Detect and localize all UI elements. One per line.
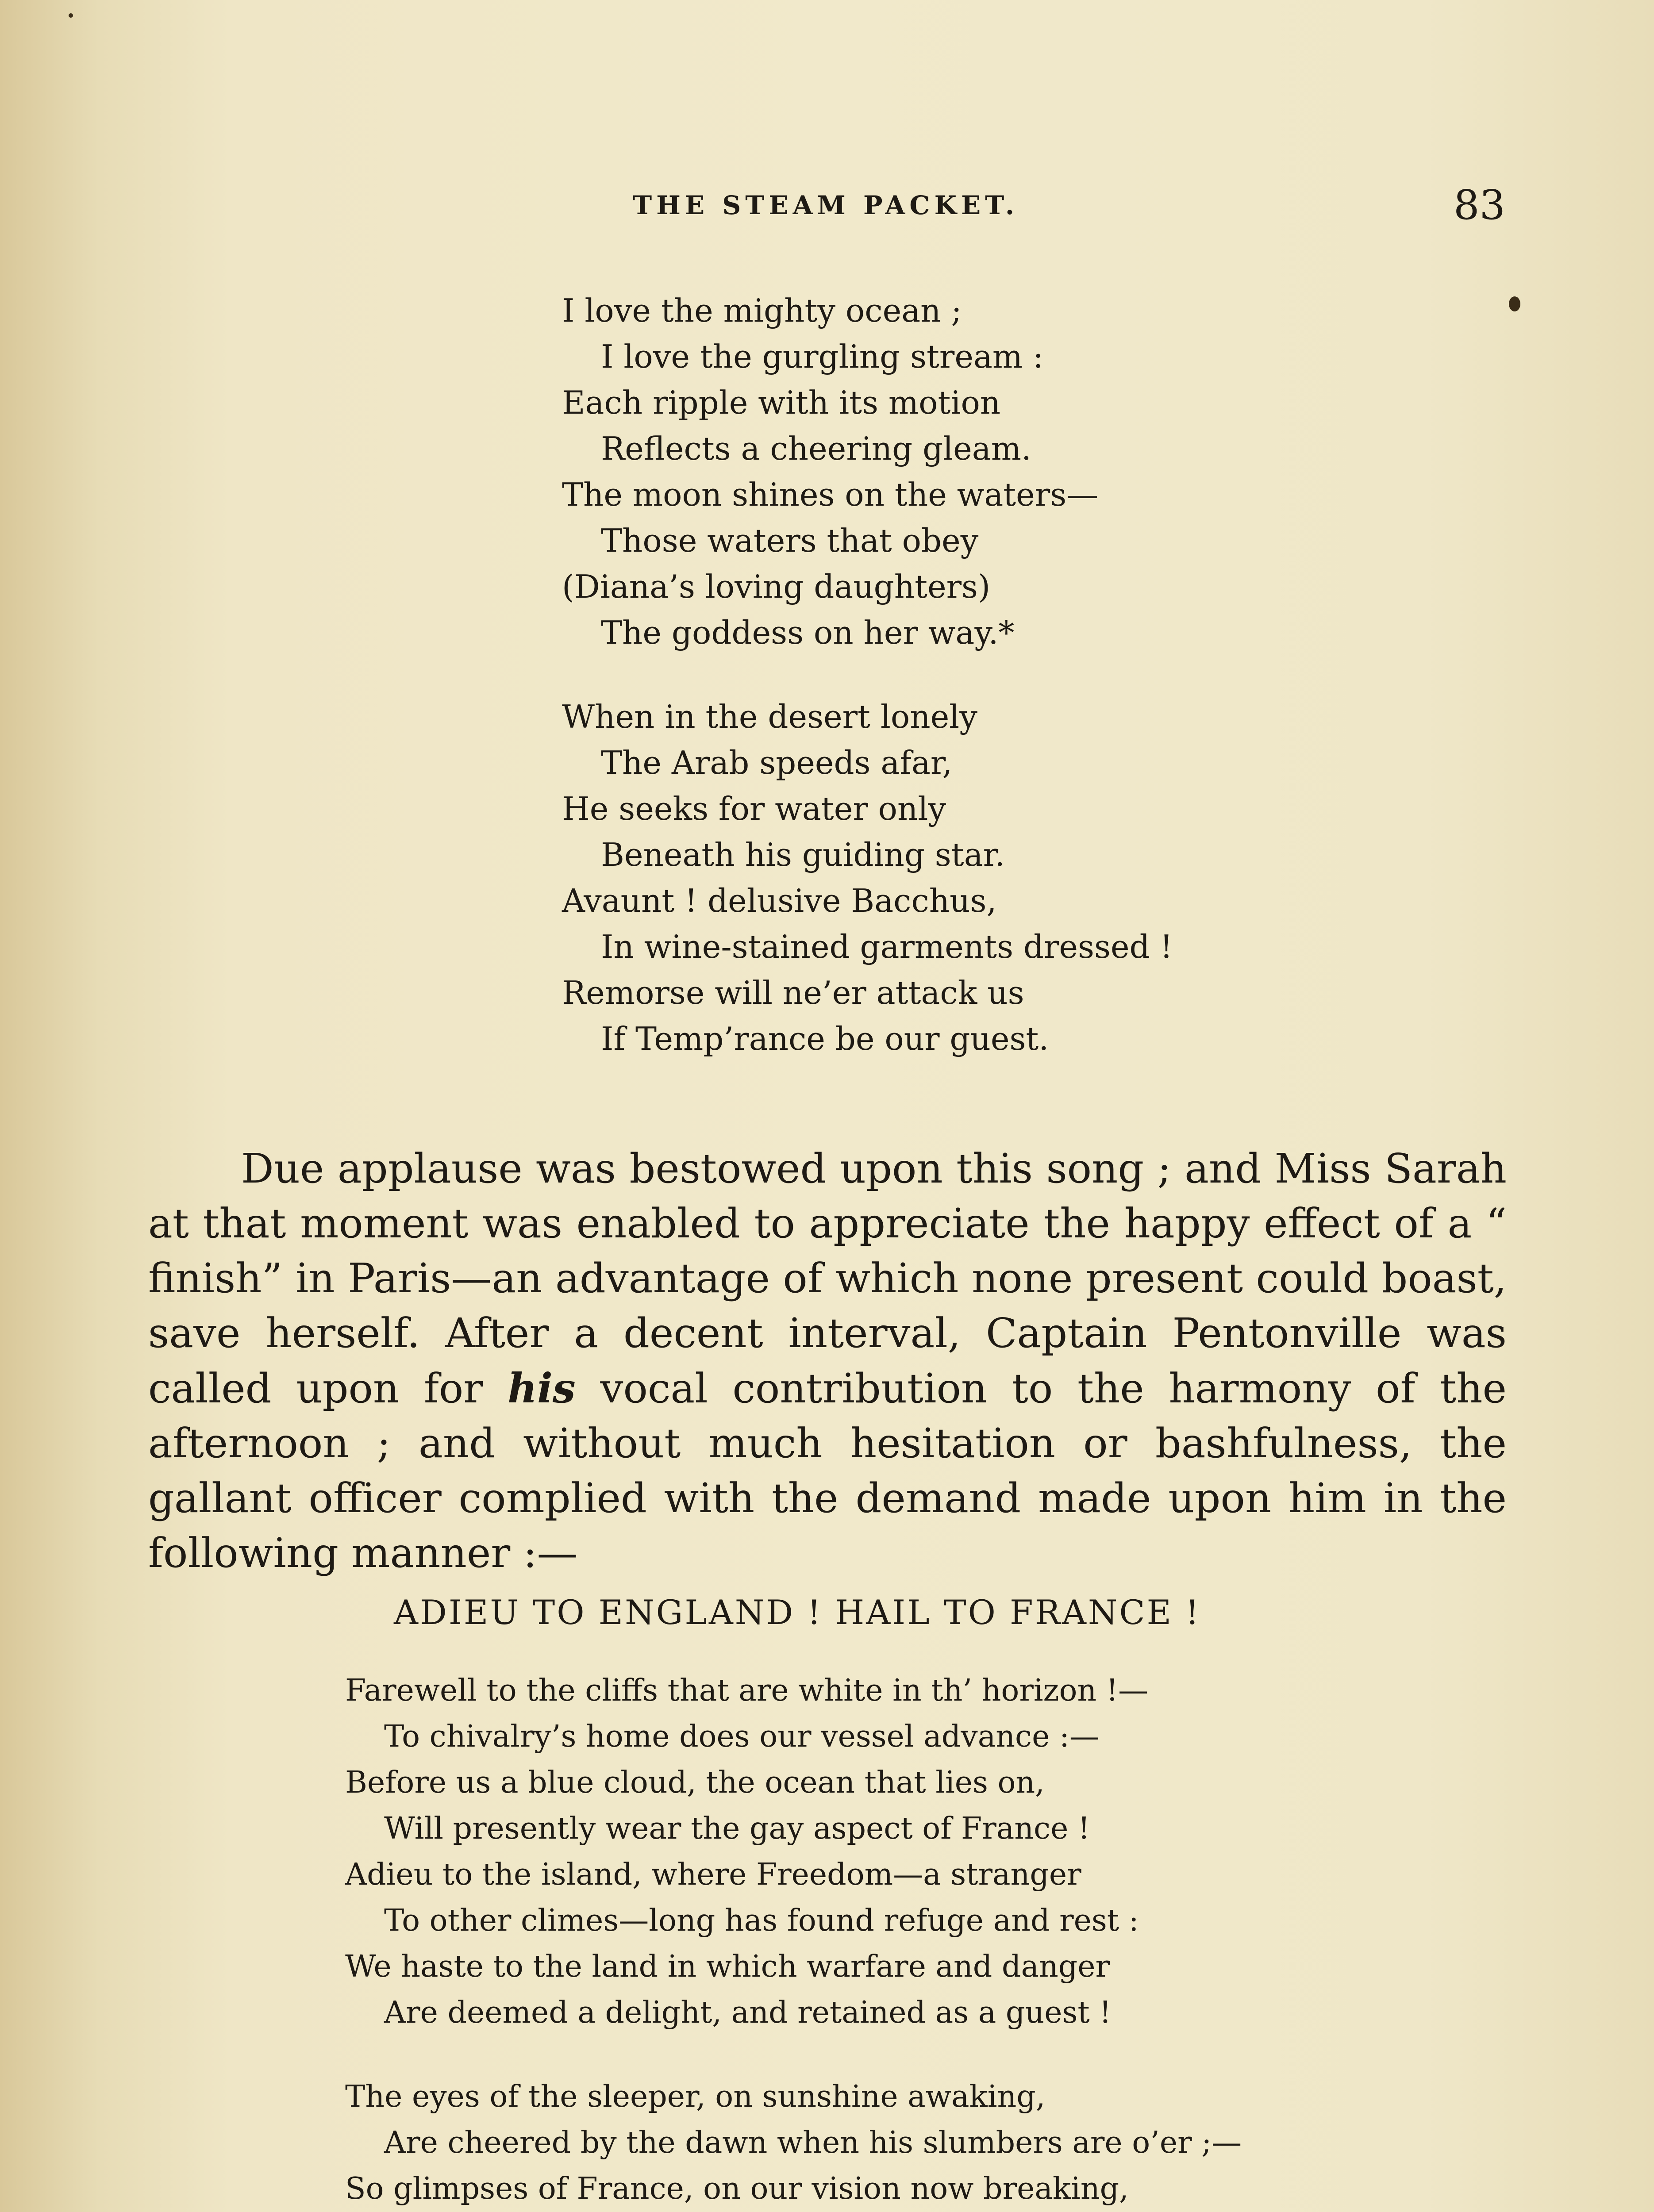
page-number: 83 xyxy=(1454,181,1506,229)
verse-line: The Arab speeds afar, xyxy=(601,744,953,781)
verse-line: Avaunt ! delusive Bacchus, xyxy=(562,882,997,919)
verse-line: Are cheered by the dawn when his slumbers are o’er ;— xyxy=(384,2125,1242,2160)
song-title: ADIEU TO ENGLAND ! HAIL TO FRANCE ! xyxy=(394,1593,1201,1632)
verse-line: Each ripple with its motion xyxy=(562,384,1001,421)
verse-line: Adieu to the island, where Freedom—a stranger xyxy=(345,1857,1081,1892)
paragraph-text-end: vocal contribution to the harmony of the afternoon ; and without much hesitation or bashfulness, the gallant officer complied with the demand made upon him in the following manner :— xyxy=(148,1365,1507,1577)
emphasized-word: his xyxy=(508,1364,576,1412)
verse-line: We haste to the land in which warfare and danger xyxy=(345,1949,1110,1984)
verse-line: Those waters that obey xyxy=(601,522,979,559)
verse-line: The goddess on her way.* xyxy=(601,614,1015,651)
verse-line: To other climes—long has found refuge and rest : xyxy=(384,1903,1139,1938)
verse-line: Are deemed a delight, and retained as a guest ! xyxy=(384,1995,1112,2030)
ink-speck xyxy=(69,13,73,18)
verse-line: The eyes of the sleeper, on sunshine awaking, xyxy=(345,2079,1046,2114)
ink-speck xyxy=(1509,296,1520,311)
prose-paragraph xyxy=(148,1141,1507,1581)
song-verses xyxy=(345,1668,1242,2212)
verse-line: I love the gurgling stream : xyxy=(601,338,1044,375)
verse-line: When in the desert lonely xyxy=(562,698,977,735)
stanza-break xyxy=(562,656,1173,694)
stanza-break xyxy=(345,2036,1242,2074)
verse-line: To chivalry’s home does our vessel advance :— xyxy=(384,1719,1100,1754)
verse-line: So glimpses of France, on our vision now breaking, xyxy=(345,2171,1129,2206)
verse-line: (Diana’s loving daughters) xyxy=(562,568,991,605)
paragraph-text-start: Due applause was bestowed upon this song ; and Miss Sarah at that moment was enabled to appreciate the happy effect of a “ finish” in Paris—an advantage of which none present could boast, save herself. After a decent interval, Captain Pentonville was called upon for xyxy=(148,1145,1507,1412)
verse-line: Remorse will ne’er attack us xyxy=(562,974,1024,1011)
paragraph-text xyxy=(148,1141,1507,1581)
verse-line: He seeks for water only xyxy=(562,790,946,827)
first-poem xyxy=(562,288,1173,1062)
verse-line: Beneath his guiding star. xyxy=(601,836,1005,873)
verse-line: Reflects a cheering gleam. xyxy=(601,430,1031,467)
verse-line: If Temp’rance be our guest. xyxy=(601,1020,1049,1057)
verse-line: I love the mighty ocean ; xyxy=(562,292,962,329)
running-title: THE STEAM PACKET. xyxy=(633,190,1019,220)
verse-line: Farewell to the cliffs that are white in th’ horizon !— xyxy=(345,1673,1149,1708)
verse-line: Will presently wear the gay aspect of France ! xyxy=(384,1811,1090,1846)
verse-line: In wine-stained garments dressed ! xyxy=(601,928,1173,965)
verse-line: The moon shines on the waters— xyxy=(562,476,1099,513)
verse-line: Before us a blue cloud, the ocean that lies on, xyxy=(345,1765,1045,1800)
